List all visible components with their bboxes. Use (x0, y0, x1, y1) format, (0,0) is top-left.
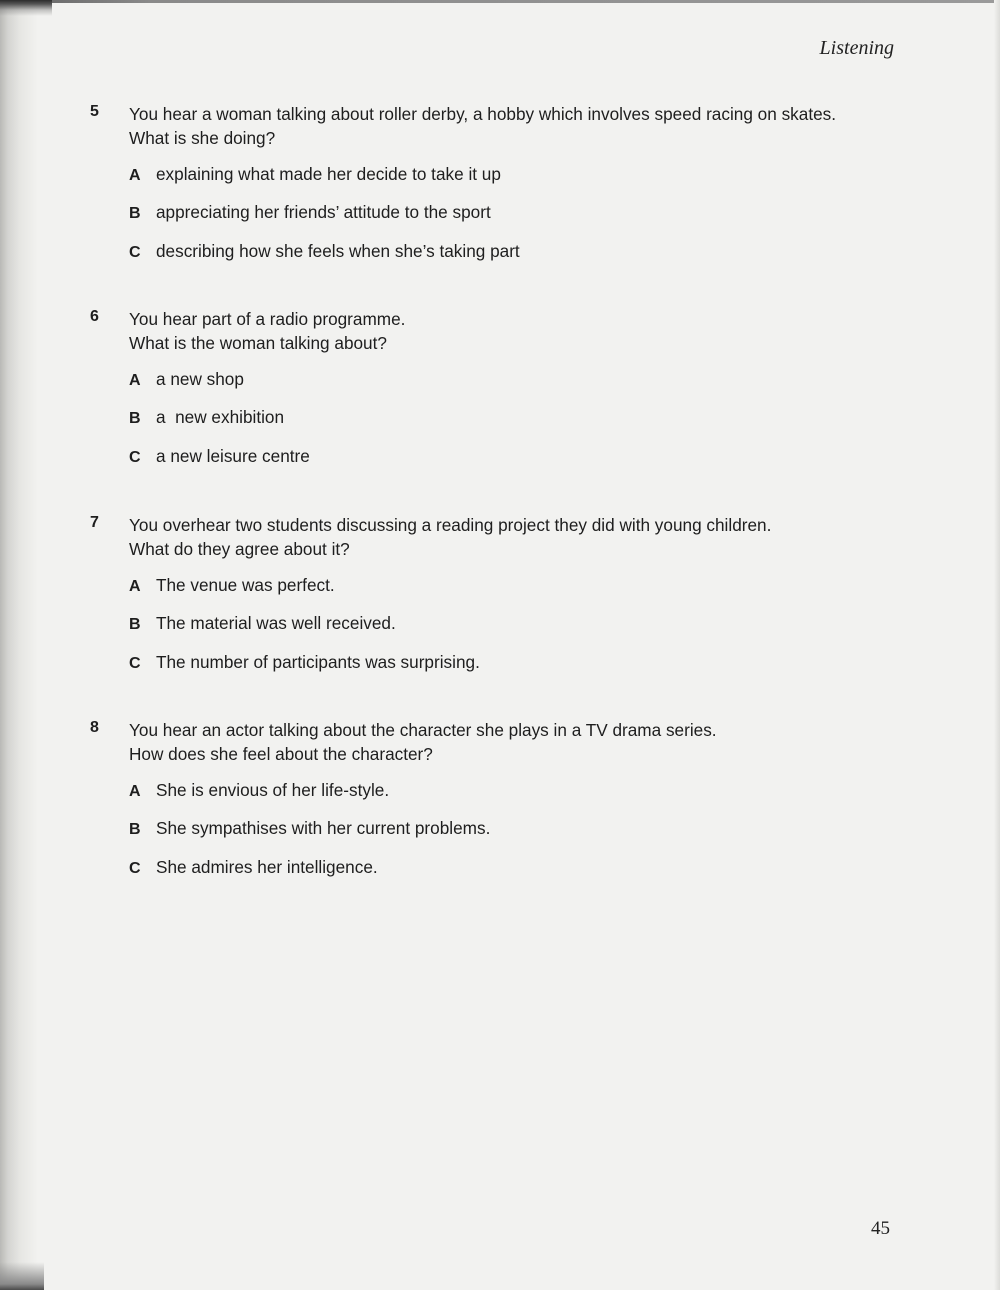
question-7 (90, 513, 910, 688)
option-a (129, 778, 910, 804)
option-b (129, 200, 910, 226)
option-letter: B (129, 821, 141, 839)
options-list (129, 367, 910, 470)
option-b (129, 816, 910, 842)
option-letter: A (129, 783, 141, 800)
stem-line: What is she doing? (129, 128, 276, 148)
options-list (129, 573, 910, 676)
option-c (129, 444, 910, 470)
running-header: Listening (819, 37, 894, 59)
options-list (129, 778, 910, 881)
question-number: 8 (90, 719, 99, 736)
option-a (129, 367, 910, 393)
stem-line: What do they agree about it? (129, 539, 350, 559)
stem-line: You hear a woman talking about roller derby, a hobby which involves speed racing on skates. (129, 104, 837, 124)
option-text: describing how she feels when she’s taking part (156, 240, 520, 261)
stem-line: What is the woman talking about? (129, 333, 387, 353)
option-text: The material was well received. (156, 613, 396, 634)
question-stem (129, 513, 910, 561)
option-letter: B (129, 205, 141, 223)
option-b (129, 611, 910, 637)
question-stem (129, 718, 910, 766)
stem-line: You hear an actor talking about the character she plays in a TV drama series. (129, 720, 717, 740)
option-letter: C (129, 243, 141, 261)
stem-line: You hear part of a radio programme. (129, 309, 406, 329)
option-a (129, 573, 910, 599)
question-number: 7 (90, 514, 99, 531)
question-stem (129, 102, 910, 150)
question-5 (90, 102, 910, 277)
question-8 (90, 718, 910, 893)
option-b (129, 405, 910, 431)
option-letter: A (129, 372, 141, 389)
option-c (129, 650, 910, 676)
option-letter: A (129, 578, 141, 595)
option-c (129, 239, 910, 265)
option-text: a new exhibition (156, 407, 285, 428)
option-a (129, 162, 910, 188)
stem-line: You overhear two students discussing a reading project they did with young children. (129, 515, 772, 535)
option-letter: C (129, 859, 141, 877)
option-text: She admires her intelligence. (156, 856, 378, 877)
option-text: She is envious of her life-style. (156, 780, 390, 800)
question-6 (90, 307, 910, 482)
option-text: a new leisure centre (156, 445, 310, 466)
option-text: The number of participants was surprising. (156, 651, 480, 672)
option-text: She sympathises with her current problems. (156, 818, 491, 839)
option-text: explaining what made her decide to take it up (156, 164, 501, 184)
stem-line: How does she feel about the character? (129, 744, 433, 764)
scan-top-edge (0, 0, 1000, 3)
option-text: a new shop (156, 369, 244, 389)
option-c (129, 855, 910, 881)
option-letter: C (129, 448, 141, 466)
question-stem (129, 307, 910, 355)
options-list (129, 162, 910, 265)
option-letter: A (129, 167, 141, 184)
option-text: The venue was perfect. (156, 575, 335, 595)
option-letter: C (129, 654, 141, 672)
question-number: 5 (90, 103, 99, 120)
scan-corner-mark (0, 0, 52, 16)
option-text: appreciating her friends’ attitude to the sport (156, 202, 491, 223)
option-letter: B (129, 410, 141, 428)
question-number: 6 (90, 308, 99, 325)
scan-right-edge (994, 0, 1000, 1290)
option-letter: B (129, 616, 141, 634)
scan-bottom-mark (0, 1262, 44, 1290)
page-number: 45 (871, 1218, 890, 1239)
scan-gutter (0, 0, 38, 1290)
